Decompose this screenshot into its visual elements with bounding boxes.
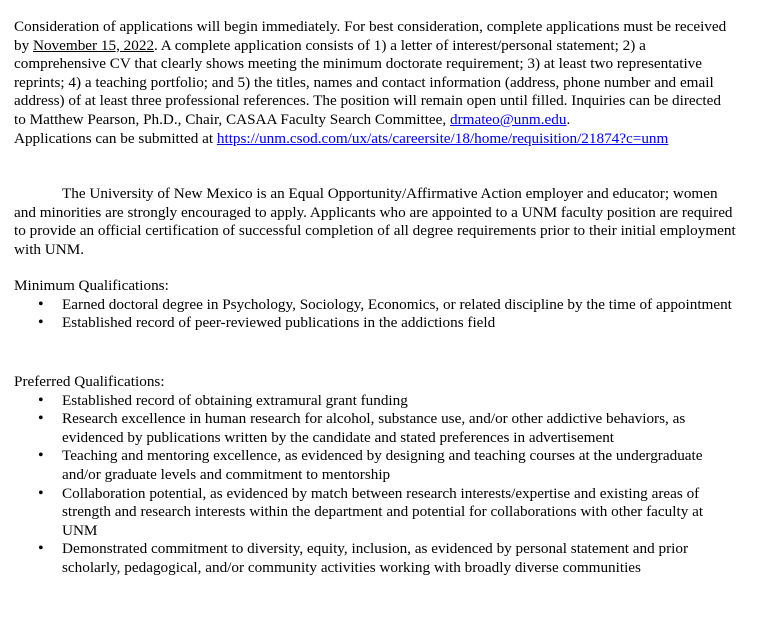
eeo-section <box>14 185 736 259</box>
list-item-text: Teaching and mentoring excellence, as evidenced by designing and teaching courses at the undergraduate and/or graduate levels and commitment to mentorship <box>62 447 703 483</box>
list-item <box>14 392 736 411</box>
list-item-text: Established record of peer-reviewed publications in the addictions field <box>62 314 496 332</box>
minimum-qualifications-heading: Minimum Qualifications: <box>14 277 169 294</box>
list-item-text: Demonstrated commitment to diversity, equity, inclusion, as evidenced by personal statement and prior scholarly, pedagogical, and/or community activities working with broadly diverse communities <box>62 540 689 576</box>
list-item <box>14 485 736 541</box>
contact-email-link[interactable]: drmateo@unm.edu <box>450 110 567 128</box>
list-item <box>14 540 736 577</box>
list-item <box>14 314 736 333</box>
bullet-icon: • <box>38 314 44 332</box>
list-item-text: Earned doctoral degree in Psychology, Sociology, Economics, or related discipline by the time of appointment <box>62 295 732 313</box>
bullet-icon: • <box>38 391 44 409</box>
preferred-qualifications-list <box>14 392 736 578</box>
list-item-text: Collaboration potential, as evidenced by match between research interests/expertise and existing areas of strength and research interests within the department and potential for collaborations with other faculty at UNM <box>62 484 704 539</box>
application-paragraph <box>14 18 736 148</box>
submission-prefix: Applications can be submitted at <box>14 129 217 147</box>
preferred-qualifications-heading: Preferred Qualifications: <box>14 373 165 390</box>
minimum-qualifications-section <box>14 277 736 333</box>
application-text-intro: Consideration of applications will begin immediately. For best consideration, complete applications must be received by <box>14 18 727 54</box>
preferred-qualifications-section <box>14 373 736 578</box>
email-suffix: . <box>566 110 571 128</box>
application-text-body: . A complete application consists of 1) a letter of interest/personal statement; 2) a comprehensive CV that clearly shows meeting the minimum doctorate requirement; 3) at least two representative reprints; 4) a teaching portfolio; and 5) the titles, names and contact information (address, phone number and email address) of at least three professional references. The position will remain open until filled. Inquiries can be directed to Matthew Pearson, Ph.D., Chair, CASAA Faculty Search Committee, <box>14 36 721 128</box>
application-instructions <box>14 18 736 130</box>
minimum-qualifications-list <box>14 296 736 333</box>
list-item-text: Research excellence in human research for alcohol, substance use, and/or other addictive behaviors, as evidenced by publications written by the candidate and stated preferences in advertisement <box>62 410 686 446</box>
bullet-icon: • <box>38 295 44 313</box>
bullet-icon: • <box>38 540 44 558</box>
eeo-statement: The University of New Mexico is an Equal Opportunity/Affirmative Action employer and educator; women and minorities are strongly encouraged to apply. Applicants who are appointed to a UNM faculty position are required to provide an official certification of successful completion of all degree requirements prior to their initial employment with UNM. <box>14 185 736 258</box>
list-item <box>14 447 736 484</box>
list-item <box>14 410 736 447</box>
bullet-icon: • <box>38 410 44 428</box>
list-item-text: Established record of obtaining extramural grant funding <box>62 391 408 409</box>
deadline-date: November 15, 2022 <box>32 36 155 54</box>
bullet-icon: • <box>38 484 44 502</box>
submission-line <box>14 130 736 149</box>
application-portal-link[interactable]: https://unm.csod.com/ux/ats/careersite/18/home/requisition/21874?c=unm <box>216 129 669 147</box>
list-item <box>14 296 736 315</box>
bullet-icon: • <box>38 447 44 465</box>
